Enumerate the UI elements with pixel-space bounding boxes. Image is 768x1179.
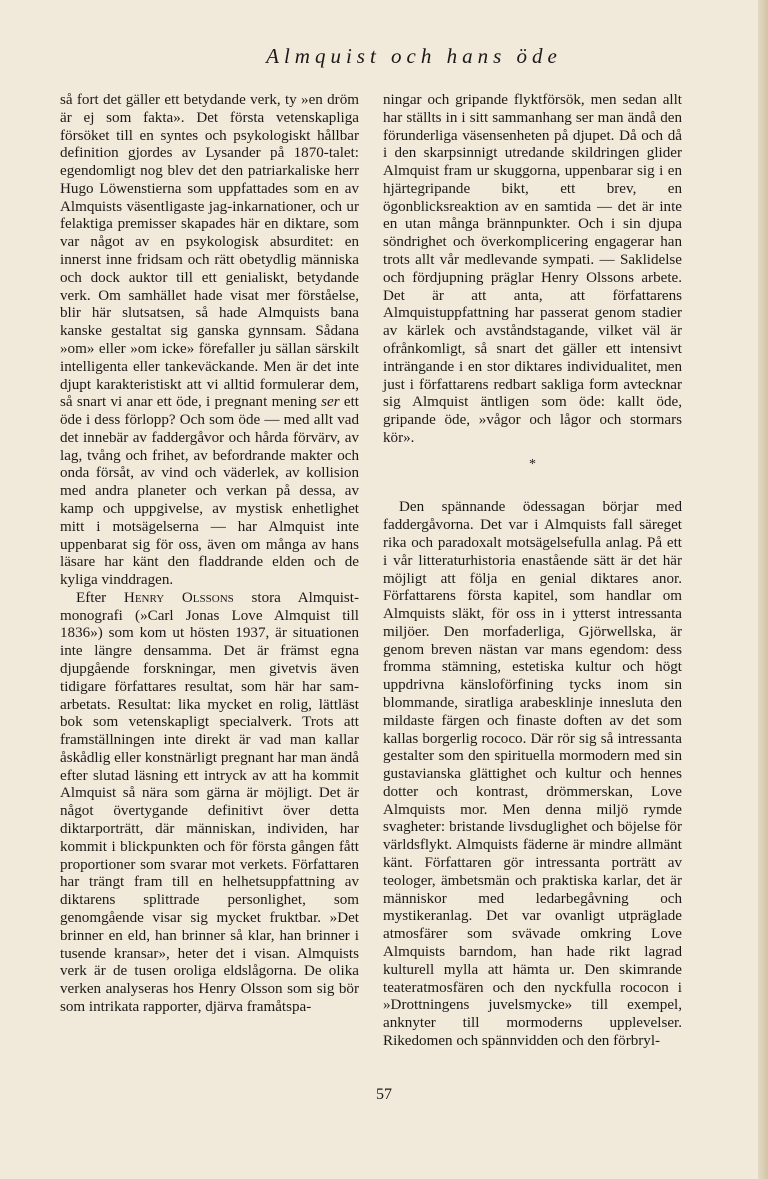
left-column [60, 92, 359, 1017]
left-paragraph-1 [60, 92, 359, 590]
page-edge [758, 0, 768, 1179]
left-paragraph-1-tail: ett öde i dess förlopp? Och som öde — med allt vad det innebär av faddergåvor och hårda förvärv, av lag, tvång och frihet, av befordrande makter och onda försåt, av vind och väderlek, av kollision med andra planeter och verkan på dessa, av kamp och uppgivelse, av mystisk enhetlighet mitt i motsägelserna — har Almquist inte uppenbarat sig för oss, även om många av hans läsare har känt den fladdrande elden och de kyliga vinddragen. [60, 394, 359, 589]
page-number: 57 [376, 1086, 392, 1103]
right-paragraph-2: Den spännande ödessagan börjar med faddergåvorna. Det var i Almquists fall säreget rika och paradoxalt motsägelsefulla anlag. På ett i vår litteraturhistoria enastående sätt är det här möjligt att följa en genial diktares anor. Författarens första kapitel, som handlar om Almquists släkt, för oss in i ytterst intressanta miljöer. Den morfaderliga, Gjörwellska, är genom breven nästan var mans egendom: dess fromma stämning, estetiska kultur och högt uppdrivna känsloförfining tycks inom sin blommande, siratliga arabesklinje innesluta den mildaste färgen och finaste doften av det som kallas borgerlig rococo. Där rör sig så intressanta gestalter som den spirituella mormodern med sin gustavianska glättighet och kultur och hennes dotter och kontrast, drömmerskan, Love Almquists mor. Men denna miljö rymde svagheter: bristande livsduglighet och böjelse för världsflykt. Almquists fäderne är mindre allmänt känt. Författaren gör intressanta porträtt av teologer, ämbetsmän och praktiska karlar, det är människor med ledarbegåvning och mystikeranlag. Det var ovanligt utpräglade atmosfärer som svävade omkring Love Almquists barndom, han hade rikt lagrad kulturell mylla att hämta ur. Den skimrande teateratmosfären och den nyckfulla rococon i »Drottningens juvelsmycke» till exempel, anknyter till mormoderns upplevelser. Rikedomen och spännvidden och den förbryl- [383, 499, 682, 1049]
author-name: Henry Olssons [123, 589, 234, 606]
left-paragraph-2-start: Efter [76, 589, 107, 606]
left-paragraph-2-text: stora Almquist-monografi (»Carl Jonas Love Almquist till 1836») som kom ut hösten 1937, är situationen inte längre densamma. Det är främst egna djupgående forskningar, men givetvis även tidigare författares resultat, som här har sam-arbetats. Resultat: lika mycket en rolig, lättläst bok som vetenskapligt specialverk. Trots att framställningen inte direkt är vad man kallar åskådlig eller konstnärligt pregnant har man ändå efter slutad läsning ett intryck av att ha kommit Almquist så nära som gärna är möjligt. Det är något övertygande definitivt över detta diktarporträtt, där människan, individen, har kommit i blickpunkten och för första gången fått proportioner som svarar mot verkets. Författaren har trängt fram till en helhetsuppfattning av diktarens splittrade personlighet, som genomgående visar sig mycket fruktbar. »Det brinner en eld, han brinner så klar, han brinner i tusende kransar», heter det i visan. Almquists verk är de tusen oroliga eldslågorna. De olika verken analyseras hos Henry Olsson som sig bör som intrikata rapporter, djärva framåtspa- [60, 589, 359, 1015]
emphasized-word: ser [321, 394, 340, 411]
left-paragraph-2 [60, 590, 359, 1017]
left-paragraph-1-text: så fort det gäller ett betydande verk, ty »en dröm är ej som fakta». Det första vetenskapliga försöket till en syntes och psykologiskt hållbar definition gjordes av Lysander på 1870-talet: egendomligt nog blev det den patriarkaliske herr Hugo Löwenstierna som uppfattades som en av Almquists väsentligaste jag-inkarnationer, och ur felaktiga premisser skapades här en diktare, som var något av en psykologisk absurditet: en innerst inne fridsam och rätt obetydlig människa och dock auktor till ett genialiskt, betydande verk. Om samhället hade visat mer förståelse, blir här slutsatsen, så hade Almquists bana kanske gestaltat sig ganska gynnsam. Sådana »om» eller »om icke» förefaller ju sällan särskilt intelligenta eller tankeväckande. Men är det inte djupt karakteristiskt att vi alltid formulerar dem, så snart vi anar ett öde, i pregnant mening [60, 92, 359, 411]
right-column [383, 92, 682, 1051]
right-paragraph-1: ningar och gripande flyktförsök, men sedan allt har ställts in i sitt sammanhang ser man ändå den förunderliga väsensenheten på djupet. Då och då i den skarpsinnigt utredande skildringen glider Almquist fram ur skuggorna, uppenbarar sig i en hjärtegripande bikt, ett brev, en ögonblicksreaktion av en samtida — det är inte en utan många brännpunkter. Och i sin djupa söndrighet och överkomplicering engagerar han trots allt vår medlevande sympati. — Saklidelse och fördjupning präglar Henry Olssons arbete. Det är att anta, att författarens Almquistuppfattning har passerat genom stadier av kärlek och avståndstagande, vilket väl är ofrånkomligt, så snart det gäller ett intensivt inträngande i en stor diktares individualitet, men just i författarens redbart sakliga form avtecknar sig Almquist äntligen som öde: kallt öde, gripande öde, »vågor och lågor och stormars kör». [383, 92, 682, 446]
running-head: Almquist och hans öde [266, 44, 562, 68]
section-separator: * [529, 456, 536, 472]
